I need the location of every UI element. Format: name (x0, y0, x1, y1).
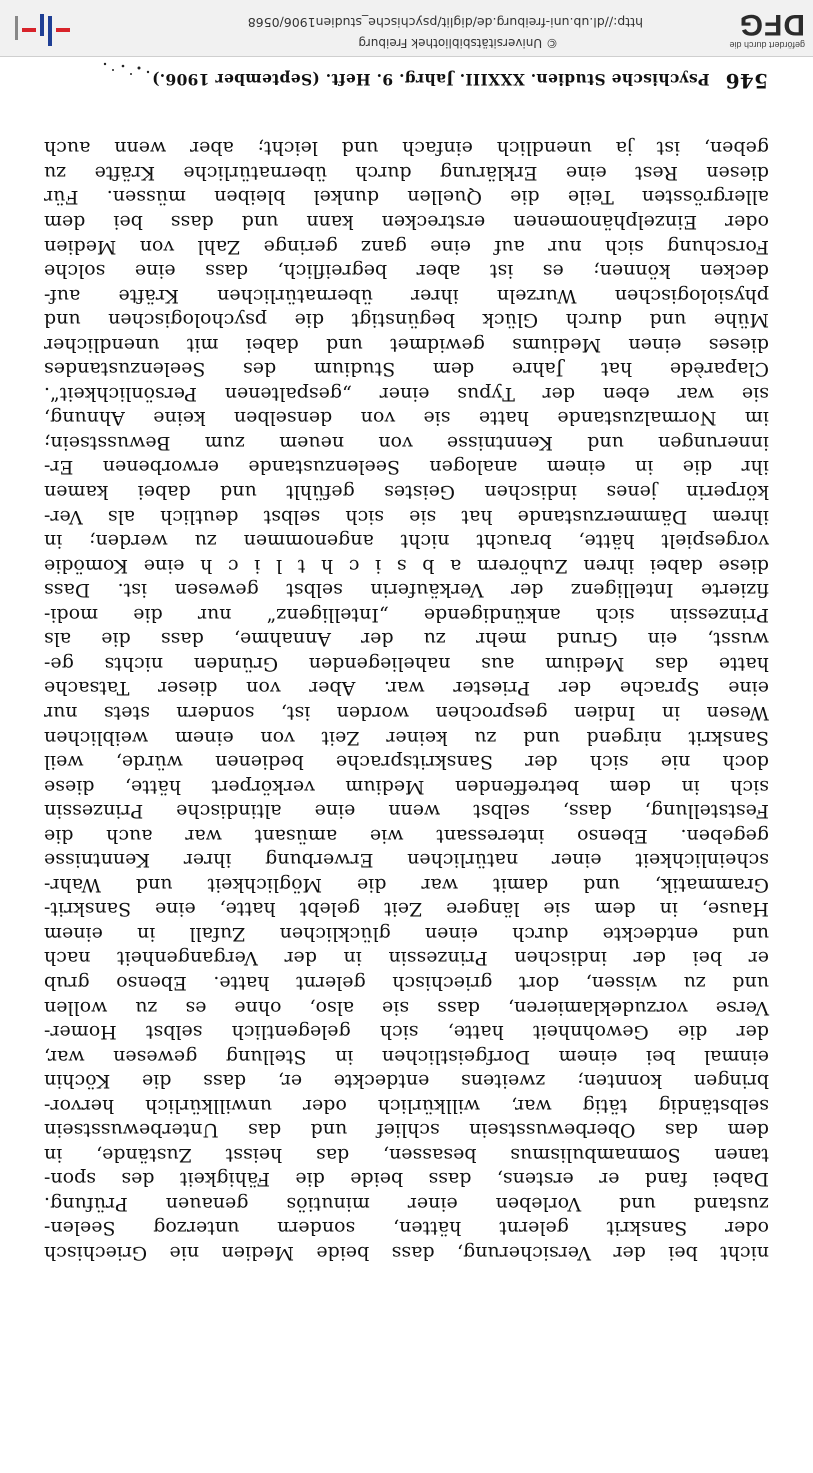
text-line: zustand und Vorleben einer minutiös genauen Prüfung. (44, 1192, 769, 1215)
text-line: körperin jenes indischen Geistes gefühlt und dabei kamen (44, 481, 769, 504)
text-line: Grammatik, und damit war die Möglichkeit und Wahr- (44, 873, 769, 896)
text-line: und zu wissen, dort griechisch gelernt hatte. Ebenso grub (44, 971, 769, 994)
dfg-logo[interactable] (727, 6, 805, 50)
text-line: Dabei fand er erstens, dass beide die Fähigkeit des spon- (44, 1168, 769, 1191)
viewer-bar (0, 0, 813, 57)
text-line: scheinlichkeit einer natürlichen Erwerbung ihrer Kenntnisse (44, 849, 769, 872)
text-line: oder Einzelphänomenen erstrecken kann und dass bei dem (44, 211, 769, 234)
text-line: oder Sanskrit gelernt hätten, sondern unterzog Seelen- (44, 1217, 769, 1240)
text-line: hatte das Medium aus naheliegenden Gründen nichts ge- (44, 652, 769, 675)
dfg-caption: gefördert durch die (729, 40, 805, 50)
text-line: nicht bei der Versicherung, dass beide Medien nie Griechisch (44, 1242, 769, 1264)
university-library-logo[interactable] (10, 10, 74, 50)
page-body-text (44, 136, 769, 1265)
text-line: Prinzessin sich ankündigende „Intelligenz“ nur die modi- (44, 603, 769, 626)
text-line: bringen konnten; zweitens entdeckte er, dass die Köchin (44, 1070, 769, 1093)
text-line: allergrössten Teile die Quellen dunkel bleiben müssen. Für (44, 186, 769, 209)
text-line: physiologischen Wurzeln ihrer übernatürlichen Kräfte auf- (44, 284, 769, 307)
text-line: Wesen in Indien gesprochen worden ist, sondern stets nur (44, 701, 769, 724)
text-line: decken können; es ist aber begreiflich, dass eine solche (44, 260, 769, 283)
text-line: geben, ist ja unendlich einfach und leicht; aber wenn auch (44, 137, 769, 160)
text-line: und entdeckte durch einen glücklichen Zufall in einem (44, 922, 769, 945)
text-line: ihrem Dämmerzustande hat sie sich selbst deutlich als Ver- (44, 505, 769, 528)
text-line: Hause, in dem sie längere Zeit gelebt hatte, eine Sanskrit- (44, 898, 769, 921)
scan-specks (93, 58, 153, 78)
text-line: Feststellung, dass, selbst wenn eine altindische Prinzessin (44, 800, 769, 823)
text-line: sie war eben der Typus einer „gespaltenen Persönlichkeit“. (44, 382, 769, 405)
text-line: Sanskrit nirgend und zu keiner Zeit von einem weiblichen (44, 726, 769, 749)
text-line: gegeben. Ebenso interessant wie amüsant war auch die (44, 824, 769, 847)
text-line: dieses einen Mediums gewidmet und dabei mit unendlicher (44, 333, 769, 356)
text-line: Forschung sich nur auf eine ganz geringe Zahl von Medien (44, 235, 769, 258)
text-line: Claparède hat Jahre dem Studium des Seelenzustandes (44, 358, 769, 381)
copyright-notice: © Universitätsbibliothek Freiburg (358, 36, 558, 50)
text-line: er bei der indischen Prinzessin in der Vergangenheit nach (44, 947, 769, 970)
text-line: selbständig tätig war, willkürlich oder unwillkürlich hervor- (44, 1094, 769, 1117)
text-line: tanen Somnambulismus besassen, das heisst Zustände, in (44, 1143, 769, 1166)
text-line: dem das Oberbewusstsein schlief und das Unterbewusstsein (44, 1119, 769, 1142)
text-line: ihr die in einem analogen Seelenzustande erworbenen Er- (44, 456, 769, 479)
text-line: innerungen und Kenntnisse von neuem zum Bewusstsein; (44, 431, 769, 454)
text-line: einmal bei einem Dorfgeistlichen in Stellung gewesen war, (44, 1045, 769, 1068)
text-line: vorgespielt hätte, braucht nicht angenommen zu werden; in (44, 530, 769, 553)
text-line: fizierte Intelligenz der Verkäuferin selbst gewesen ist. Dass (44, 579, 769, 602)
document-url[interactable]: http://dl.ub.uni-freiburg.de/diglit/psychische_studien1906/0568 (247, 15, 643, 30)
text-line: doch nie sich der Sanskritsprache bedienen würde, weil (44, 751, 769, 774)
text-line: der die Gewohnheit hatte, sich gelegentlich selbst Homer- (44, 1021, 769, 1044)
text-line: Verse vorzudeklamieren, dass sie also, ohne es zu wollen (44, 996, 769, 1019)
page-number: 546 (725, 69, 768, 93)
text-line: diesen Rest eine Erklärung durch übernatürliche Kräfte zu (44, 161, 769, 184)
text-line: diese dabei ihren Zuhörern a b s i c h t l i c h eine Komödie (44, 554, 769, 577)
running-head-title: Psychische Studien. XXXIII. Jahrg. 9. Heft. (September 1906.) (151, 70, 710, 89)
text-line: sich in dem betreffenden Medium verkörpert hätte, diese (44, 775, 769, 798)
text-line: eine Sprache der Priester war. Aber von dieser Tatsache (44, 677, 769, 700)
text-line: Mühe und durch Glück begünstigt die psychologischen und (44, 309, 769, 332)
text-line: wusst, ein Grund mehr zu der Annahme, dass die als (44, 628, 769, 651)
text-line: im Normalzustande hatte sie von denselben keine Ahnung, (44, 407, 769, 430)
dfg-logo-text: DFG (738, 8, 805, 41)
